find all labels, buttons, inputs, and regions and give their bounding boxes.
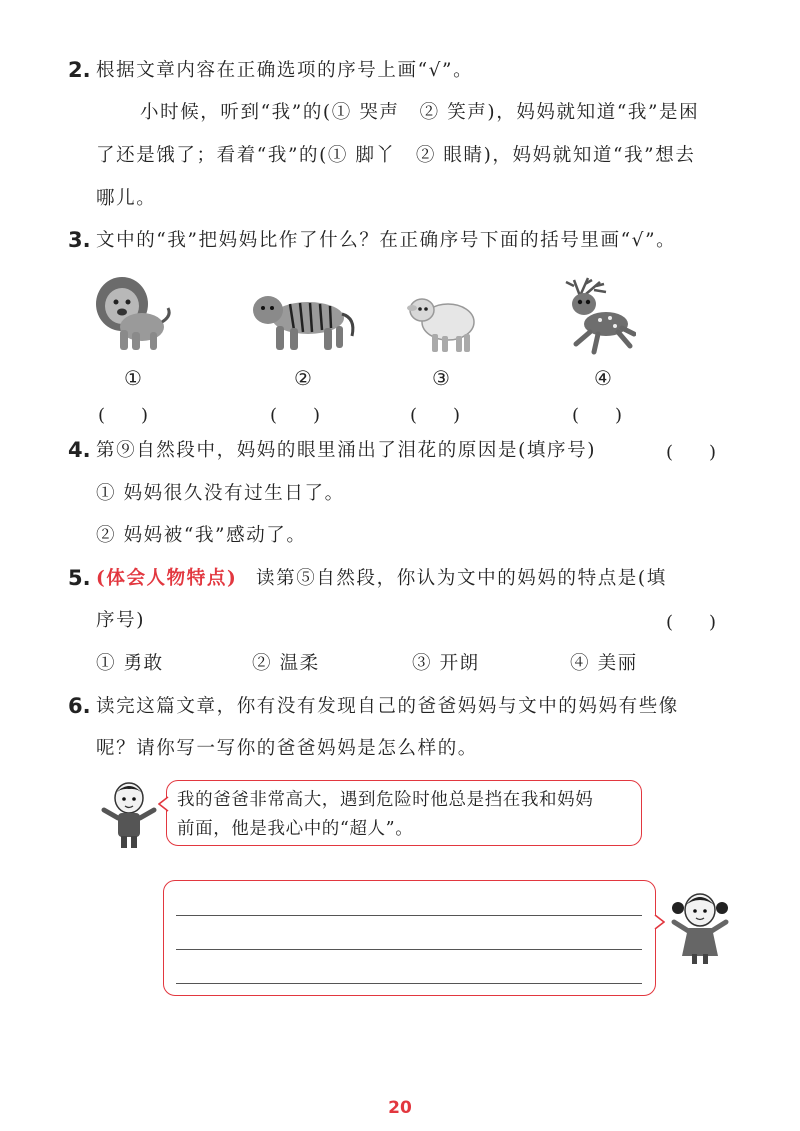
question-2-prompt: 根据文章内容在正确选项的序号上画“√”。 xyxy=(96,60,474,81)
boy-avatar xyxy=(98,780,160,850)
answer-blank-4[interactable]: ( ) xyxy=(572,405,623,426)
question-5-option-2: ② 温柔 xyxy=(252,653,320,674)
question-4-prompt: 第⑨自然段中，妈妈的眼里涌出了泪花的原因是(填序号) xyxy=(96,440,597,461)
answer-blank-2[interactable]: ( ) xyxy=(270,405,321,426)
question-2-line-3: 哪儿。 xyxy=(96,188,157,209)
question-5-option-1: ① 勇敢 xyxy=(96,653,164,674)
question-3-number: 3. xyxy=(68,228,91,252)
writing-line-3[interactable] xyxy=(176,983,642,984)
question-3-prompt: 文中的“我”把妈妈比作了什么？在正确序号下面的括号里画“√”。 xyxy=(96,230,677,251)
answer-blank-1[interactable]: ( ) xyxy=(98,405,149,426)
question-4-answer[interactable]: ( ) xyxy=(666,442,717,463)
question-5-option-3: ③ 开朗 xyxy=(412,653,480,674)
deer-icon xyxy=(560,274,636,356)
bubble-pointer-left xyxy=(158,796,170,812)
question-5-option-4: ④ 美丽 xyxy=(570,653,638,674)
sheep-icon xyxy=(406,290,478,354)
question-5-answer[interactable]: ( ) xyxy=(666,612,717,633)
example-line-2: 前面，他是我心中的“超人”。 xyxy=(177,819,414,839)
question-2-number: 2. xyxy=(68,58,91,82)
question-6-number: 6. xyxy=(68,694,91,718)
question-6-line-1: 读完这篇文章，你有没有发现自己的爸爸妈妈与文中的妈妈有些像 xyxy=(96,696,679,717)
lion-icon xyxy=(92,272,172,354)
example-speech-bubble xyxy=(166,780,642,846)
question-2-line-1: 小时候，听到“我”的(① 哭声 ② 笑声)，妈妈就知道“我”是困 xyxy=(140,102,700,123)
page-number: 20 xyxy=(388,1098,412,1118)
question-5-prompt-2: 序号) xyxy=(96,610,146,631)
writing-line-2[interactable] xyxy=(176,949,642,950)
question-5-number: 5. xyxy=(68,566,91,590)
option-label-2: ② xyxy=(294,366,312,390)
question-2-line-2: 了还是饿了；看着“我”的(① 脚丫 ② 眼睛)，妈妈就知道“我”想去 xyxy=(96,145,696,166)
question-5-tag: (体会人物特点) xyxy=(96,568,238,589)
question-4-option-1: ① 妈妈很久没有过生日了。 xyxy=(96,483,345,504)
option-label-1: ① xyxy=(124,366,142,390)
example-line-1: 我的爸爸非常高大，遇到危险时他总是挡在我和妈妈 xyxy=(177,790,594,810)
question-6-line-2: 呢？请你写一写你的爸爸妈妈是怎么样的。 xyxy=(96,738,478,759)
question-4-option-2: ② 妈妈被“我”感动了。 xyxy=(96,525,307,546)
option-label-4: ④ xyxy=(594,366,612,390)
tiger-icon xyxy=(246,288,358,354)
writing-area-bubble[interactable] xyxy=(163,880,656,996)
girl-avatar xyxy=(664,890,736,966)
writing-line-1[interactable] xyxy=(176,915,642,916)
question-4-number: 4. xyxy=(68,438,91,462)
answer-blank-3[interactable]: ( ) xyxy=(410,405,461,426)
option-label-3: ③ xyxy=(432,366,450,390)
question-5-prompt: 读第⑤自然段，你认为文中的妈妈的特点是(填 xyxy=(256,568,667,589)
